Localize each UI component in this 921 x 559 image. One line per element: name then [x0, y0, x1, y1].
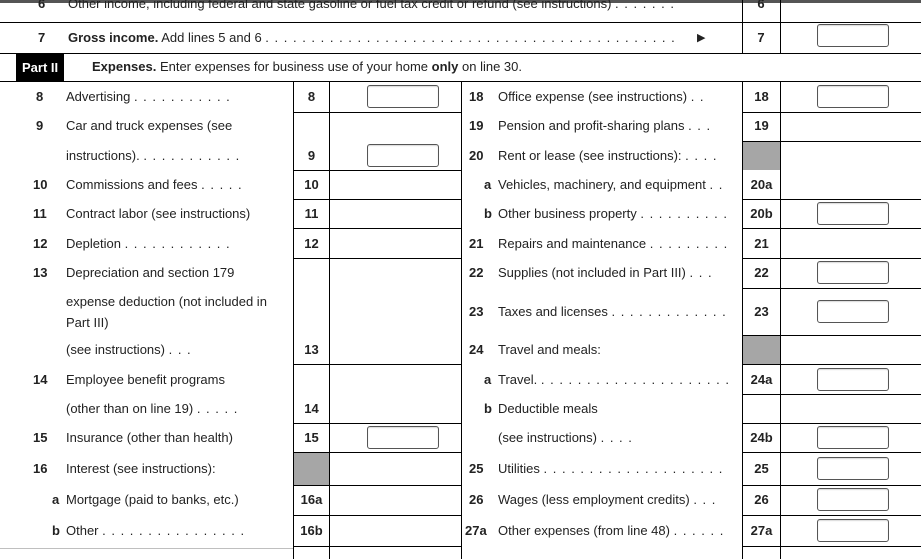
- line-23-input[interactable]: [817, 300, 889, 323]
- right-box-col-right: [780, 81, 781, 559]
- line-12-number: 12: [33, 236, 48, 251]
- line-10-number: 10: [33, 177, 48, 192]
- line-24-number: 24: [469, 342, 484, 357]
- line-7-number: 7: [38, 30, 46, 45]
- line-13-label-cont: expense deduction (not included in: [66, 294, 267, 309]
- line-20b-letter: b: [484, 206, 492, 221]
- line-7-box-label: 7: [757, 30, 765, 45]
- rule: [742, 288, 921, 289]
- line-16b-box-label: 16b: [300, 523, 323, 538]
- line-18-input[interactable]: [817, 85, 889, 108]
- line-7-input[interactable]: [817, 24, 889, 47]
- line-14-box-label: 14: [304, 401, 319, 416]
- line-23-number: 23: [469, 304, 484, 319]
- line-24a-box-label: 24a: [750, 372, 773, 387]
- line-22-box-label: 22: [754, 265, 769, 280]
- rule: [293, 228, 461, 229]
- rule: [742, 452, 921, 453]
- line-9-input[interactable]: [367, 144, 439, 167]
- line-26-input[interactable]: [817, 488, 889, 511]
- line-15-box-label: 15: [304, 430, 319, 445]
- line-7-label: Gross income. Add lines 5 and 6 . . . . . . . . . . . . . . . . . . . . . . . . . . . . . . . . . . . . . . . . . . . . .: [68, 30, 676, 45]
- line-18-box-label: 18: [754, 89, 769, 104]
- line-20a-box-label: 20a: [750, 177, 773, 192]
- line-11-box-label: 11: [304, 206, 319, 221]
- rule: [293, 112, 461, 113]
- rule: [742, 258, 921, 259]
- line-26-box-label: 26: [754, 492, 769, 507]
- line-19-label: Pension and profit-sharing plans . . .: [498, 118, 712, 133]
- line-12-label: Depletion . . . . . . . . . . . .: [66, 236, 231, 251]
- line-9-label: Car and truck expenses (see: [66, 118, 233, 133]
- line-23-box-label: 23: [754, 304, 769, 319]
- line-27a-input[interactable]: [817, 519, 889, 542]
- line-20-label: Rent or lease (see instructions): . . . .: [498, 148, 718, 163]
- line-15-input[interactable]: [367, 426, 439, 449]
- line-9-label-cont: instructions). . . . . . . . . . . .: [66, 148, 241, 163]
- line-15-number: 15: [33, 430, 48, 445]
- arrow-icon: ▶: [697, 32, 706, 44]
- line-20b-box-label: 20b: [750, 206, 773, 221]
- line-21-box-label: 21: [754, 236, 769, 251]
- line-25-label: Utilities . . . . . . . . . . . . . . . . . . . .: [498, 461, 724, 476]
- line-25-number: 25: [469, 461, 484, 476]
- rule: [293, 546, 461, 547]
- line-14-label-cont: (other than on line 19) . . . . .: [66, 401, 239, 416]
- line-16a-box-label: 16a: [300, 492, 323, 507]
- line-10-label: Commissions and fees . . . . .: [66, 177, 243, 192]
- line-19-box-label: 19: [754, 118, 769, 133]
- line-16a-label: Mortgage (paid to banks, etc.): [66, 492, 239, 507]
- middle-divider: [461, 81, 462, 559]
- line-6-number: 6: [38, 0, 46, 11]
- line-23-label: Taxes and licenses . . . . . . . . . . . . .: [498, 304, 727, 319]
- line-24b-letter: b: [484, 401, 492, 416]
- line-13-label: Depreciation and section 179: [66, 265, 235, 280]
- rule: [293, 258, 461, 259]
- line-25-input[interactable]: [817, 457, 889, 480]
- rule: [742, 199, 921, 200]
- line-27a-label: Other expenses (from line 48) . . . . . .: [498, 523, 725, 538]
- line-9-number: 9: [36, 118, 44, 133]
- line-20a-label: Vehicles, machinery, and equipment . .: [498, 177, 724, 192]
- line-16b-letter: b: [52, 523, 60, 538]
- line-24b-label: Deductible meals: [498, 401, 598, 416]
- rule: [742, 394, 921, 395]
- line-27a-box-label: 27a: [750, 523, 773, 538]
- line-6-box-label: 6: [757, 0, 765, 11]
- line-14-number: 14: [33, 372, 48, 387]
- part-ii-label: Part II: [16, 54, 64, 81]
- rule: [293, 515, 461, 516]
- rule: [293, 423, 461, 424]
- top-divider-box6-right: [780, 0, 781, 53]
- part-ii-title: Expenses. Enter expenses for business use of your home only on line 30.: [92, 59, 522, 74]
- rule: [742, 112, 921, 113]
- line-7-bottom-rule: [0, 53, 921, 54]
- line-24b-input[interactable]: [817, 426, 889, 449]
- line-6-label: Other income, including federal and state gasoline or fuel tax credit or refund (see instructions) . . . . . . .: [68, 0, 675, 11]
- line-8-input[interactable]: [367, 85, 439, 108]
- line-11-label: Contract labor (see instructions): [66, 206, 251, 221]
- rule: [293, 364, 461, 365]
- line-14-label: Employee benefit programs: [66, 372, 225, 387]
- rule: [293, 170, 461, 171]
- rule: [742, 515, 921, 516]
- line-16-label: Interest (see instructions):: [66, 461, 216, 476]
- rule: [293, 199, 461, 200]
- rule: [742, 546, 921, 547]
- line-19-number: 19: [469, 118, 484, 133]
- line-16a-letter: a: [52, 492, 60, 507]
- line-8-box-label: 8: [307, 89, 316, 104]
- line-10-box-label: 10: [304, 177, 319, 192]
- rule: [742, 485, 921, 486]
- line-20-number: 20: [469, 148, 484, 163]
- rule: [0, 548, 293, 549]
- shaded-cell-20: [743, 142, 780, 170]
- line-24a-input[interactable]: [817, 368, 889, 391]
- rule: [742, 228, 921, 229]
- shaded-cell-16: [294, 453, 329, 485]
- line-21-label: Repairs and maintenance . . . . . . . . .: [498, 236, 729, 251]
- line-20a-letter: a: [484, 177, 492, 192]
- line-9-box-label: 9: [307, 148, 316, 163]
- line-16-number: 16: [33, 461, 48, 476]
- line-21-number: 21: [469, 236, 484, 251]
- line-24b-label-cont: (see instructions) . . . .: [498, 430, 633, 445]
- line-24b-box-label: 24b: [750, 430, 773, 445]
- line-18-label: Office expense (see instructions) . .: [498, 89, 705, 104]
- line-26-number: 26: [469, 492, 484, 507]
- line-8-label: Advertising . . . . . . . . . . .: [66, 89, 231, 104]
- line-12-box-label: 12: [304, 236, 319, 251]
- line-27a-number: 27a: [465, 523, 487, 538]
- line-8-number: 8: [36, 89, 44, 104]
- line-22-number: 22: [469, 265, 484, 280]
- left-box-col-right: [329, 81, 330, 559]
- shaded-cell-24: [743, 336, 780, 364]
- line-13-number: 13: [33, 265, 48, 280]
- line-24-label: Travel and meals:: [498, 342, 601, 357]
- line-20b-label: Other business property . . . . . . . . . .: [498, 206, 728, 221]
- line-13-label-cont3: (see instructions) . . .: [66, 342, 192, 357]
- line-18-number: 18: [469, 89, 484, 104]
- line-22-label: Supplies (not included in Part III) . . .: [498, 265, 713, 280]
- line-25-box-label: 25: [754, 461, 769, 476]
- line-24a-letter: a: [484, 372, 492, 387]
- line-26-label: Wages (less employment credits) . . .: [498, 492, 717, 507]
- line-13-box-label: 13: [304, 342, 319, 357]
- line-11-number: 11: [33, 206, 47, 221]
- rule: [742, 423, 921, 424]
- line-6-bottom-rule: [0, 22, 921, 23]
- rule: [742, 364, 921, 365]
- line-15-label: Insurance (other than health): [66, 430, 233, 445]
- line-20b-input[interactable]: [817, 202, 889, 225]
- top-divider-box6-left: [742, 0, 743, 53]
- line-24a-label: Travel. . . . . . . . . . . . . . . . . . . . . .: [498, 372, 730, 387]
- line-22-input[interactable]: [817, 261, 889, 284]
- line-16b-label: Other . . . . . . . . . . . . . . . .: [66, 523, 246, 538]
- line-13-label-cont2: Part III): [66, 315, 109, 330]
- rule: [293, 485, 461, 486]
